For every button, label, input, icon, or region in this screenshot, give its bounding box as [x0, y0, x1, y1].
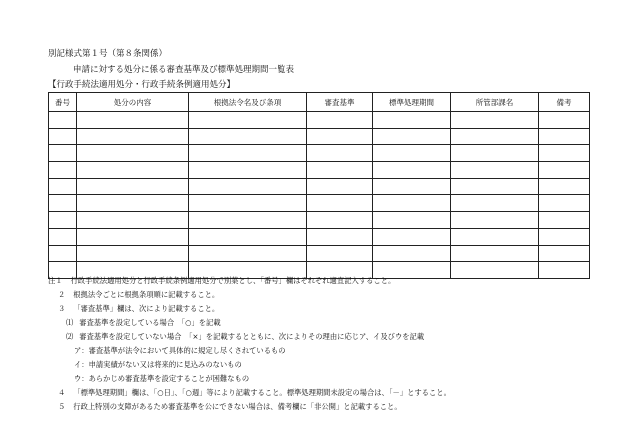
header-remarks: 備考: [539, 93, 590, 112]
table-cell: [451, 212, 539, 229]
form-number-label: 別記様式第１号（第８条関係）: [48, 49, 168, 59]
table-cell: [189, 162, 307, 179]
table-cell: [539, 262, 590, 279]
table-cell: [451, 228, 539, 245]
section-label: 【行政手続法適用処分・行政手続条例適用処分】: [48, 80, 236, 90]
note-3-2-b: イ：申請実績がない又は将来的に見込みのないもの: [74, 360, 242, 369]
table-cell: [451, 195, 539, 212]
table-row: [49, 112, 590, 129]
table-cell: [451, 128, 539, 145]
table-cell: [539, 228, 590, 245]
table-cell: [189, 112, 307, 129]
table-header-row: [49, 93, 590, 112]
table-cell: [49, 128, 77, 145]
table-cell: [77, 145, 189, 162]
table-cell: [373, 212, 451, 229]
table-cell: [539, 245, 590, 262]
table-cell: [451, 162, 539, 179]
table-cell: [49, 228, 77, 245]
note-2: ２ 根拠法令ごとに根拠条項順に記載すること。: [58, 290, 220, 299]
table-cell: [539, 162, 590, 179]
table-cell: [373, 195, 451, 212]
table-cell: [77, 128, 189, 145]
table-cell: [307, 178, 373, 195]
table-cell: [539, 128, 590, 145]
table-row: [49, 212, 590, 229]
table-cell: [373, 245, 451, 262]
header-processing-period: 標準処理期間: [373, 93, 451, 112]
note-4: ４ 「標準処理期間」欄は、「○日」、「○週」等により記載すること。標準処理期間未設定の場合は、「－」とすること。: [58, 388, 451, 397]
table-cell: [189, 195, 307, 212]
table-cell: [189, 145, 307, 162]
table-cell: [451, 145, 539, 162]
table-cell: [451, 245, 539, 262]
table-cell: [307, 245, 373, 262]
note-3-2: ⑵ 審査基準を設定していない場合 「×」を記載するとともに、次によりその理由に応じア、イ及びウを記載: [66, 332, 425, 341]
header-disposition: 処分の内容: [77, 93, 189, 112]
table-row: [49, 145, 590, 162]
note-5: ５ 行政上特別の支障があるため審査基準を公にできない場合は、備考欄に「非公開」と記載すること。: [58, 402, 402, 411]
table-cell: [307, 145, 373, 162]
table-cell: [539, 212, 590, 229]
table-cell: [451, 112, 539, 129]
table-cell: [189, 212, 307, 229]
table-cell: [307, 212, 373, 229]
table-cell: [307, 228, 373, 245]
header-number: 番号: [49, 93, 77, 112]
table-cell: [49, 245, 77, 262]
table-cell: [373, 178, 451, 195]
table-cell: [373, 112, 451, 129]
table-cell: [539, 195, 590, 212]
table-cell: [373, 128, 451, 145]
table-cell: [307, 128, 373, 145]
table-cell: [77, 195, 189, 212]
note-1: 注１ 行政手続法適用処分と行政手続条例適用処分で別葉とし、「番号」欄はそれぞれ適宜記入すること。: [48, 276, 396, 285]
header-review-criteria: 審査基準: [307, 93, 373, 112]
table-cell: [451, 262, 539, 279]
table-cell: [539, 178, 590, 195]
table-cell: [77, 162, 189, 179]
table-row: [49, 178, 590, 195]
table-cell: [49, 145, 77, 162]
table-cell: [49, 178, 77, 195]
document-title: 申請に対する処分に係る審査基準及び標準処理期間一覧表: [73, 65, 295, 75]
table-cell: [49, 162, 77, 179]
table-cell: [539, 112, 590, 129]
criteria-table: [48, 92, 590, 279]
header-legal-basis: 根拠法令名及び条項: [189, 93, 307, 112]
table-cell: [189, 228, 307, 245]
note-3: ３ 「審査基準」欄は、次により記載すること。: [58, 304, 220, 313]
table-cell: [77, 212, 189, 229]
table-cell: [49, 195, 77, 212]
header-department: 所管部課名: [451, 93, 539, 112]
table-cell: [307, 195, 373, 212]
table-cell: [189, 245, 307, 262]
table-cell: [539, 145, 590, 162]
note-3-2-c: ウ：あらかじめ審査基準を設定することが困難なもの: [74, 374, 250, 383]
table-cell: [451, 178, 539, 195]
table-row: [49, 245, 590, 262]
table-cell: [49, 112, 77, 129]
note-3-2-a: ア：審査基準が法令において具体的に規定し尽くされているもの: [74, 346, 286, 355]
table-cell: [77, 112, 189, 129]
table-cell: [49, 212, 77, 229]
table-row: [49, 128, 590, 145]
table-cell: [373, 145, 451, 162]
table-cell: [373, 162, 451, 179]
table-cell: [373, 228, 451, 245]
table-cell: [77, 245, 189, 262]
table-row: [49, 228, 590, 245]
note-3-1: ⑴ 審査基準を設定している場合 「○」を記載: [66, 318, 221, 327]
table-cell: [77, 228, 189, 245]
table-cell: [189, 128, 307, 145]
table-cell: [307, 112, 373, 129]
table-cell: [77, 178, 189, 195]
table-row: [49, 162, 590, 179]
table-cell: [189, 178, 307, 195]
table-cell: [307, 162, 373, 179]
table-row: [49, 195, 590, 212]
